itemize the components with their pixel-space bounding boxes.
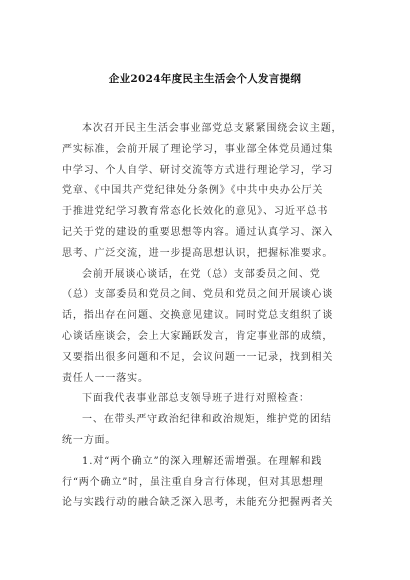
paragraph-preparation bbox=[62, 119, 353, 265]
text-line: 严实标准，会前开展了理论学习，事业部全体党员通过集 bbox=[62, 143, 334, 155]
text-line: 统一方面。 bbox=[62, 434, 117, 446]
text-line: 党章、《中国共产党纪律处分条例》《中共中央办公厅关 bbox=[62, 185, 324, 197]
section-heading-1 bbox=[62, 410, 353, 452]
text-line: 行“两个确立”时，虽注重自身言行体现，但对其思想理 bbox=[62, 476, 324, 488]
text-line: 会前开展谈心谈话，在党（总）支部委员之间、党 bbox=[82, 268, 321, 280]
document-body bbox=[62, 119, 353, 514]
text-line: 于推进党纪学习教育常态化长效化的意见》、习近平总书 bbox=[62, 206, 329, 218]
text-line: 论与实践行动的融合缺乏深入思考，未能充分把握两者关 bbox=[62, 497, 334, 509]
paragraph-item-1 bbox=[62, 452, 353, 514]
text-line: 又要指出很多问题和不足，会议问题一一记录，找到相关 bbox=[62, 351, 334, 363]
text-line: 一、在带头严守政治纪律和政治规矩，维护党的团结 bbox=[82, 414, 332, 426]
document-title: 企业2024年度民主生活会个人发言提纲 bbox=[108, 73, 302, 85]
text-line: 记关于党的建设的重要思想等内容。通过认真学习、深入 bbox=[62, 226, 334, 238]
text-line: （总）支部委员和党员之间、党员和党员之间开展谈心谈 bbox=[62, 289, 334, 301]
text-line: 中学习、个人自学、研讨交流等方式进行理论学习，学习 bbox=[62, 164, 334, 176]
text-line: 1.对“两个确立”的深入理解还需增强。在理解和践 bbox=[82, 455, 323, 467]
text-line: 本次召开民主生活会事业部党总支紧紧围绕会议主题， bbox=[82, 123, 343, 134]
text-line: 下面我代表事业部总支领导班子进行对照检查： bbox=[82, 393, 310, 405]
text-line: 思考、广泛交流，进一步提高思想认识，把握标准要求。 bbox=[62, 247, 334, 259]
text-line: 心谈话座谈会，会上大家踊跃发言，肯定事业部的成绩， bbox=[62, 330, 334, 342]
text-line: 责任人一一落实。 bbox=[62, 372, 149, 384]
text-line: 话，指出存在问题、交换意见建议。同时党总支组织了谈 bbox=[62, 310, 334, 322]
paragraph-intro bbox=[62, 389, 353, 410]
paragraph-talks bbox=[62, 265, 353, 390]
